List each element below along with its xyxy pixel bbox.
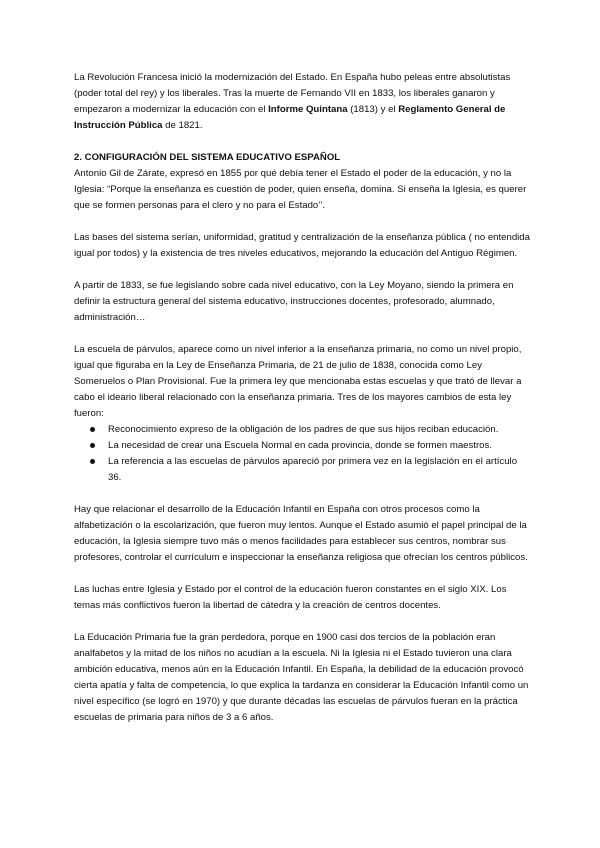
list-item: [74, 438, 530, 454]
ley-moyano-paragraph: A partir de 1833, se fue legislando sobre cada nivel educativo, con la Ley Moyano, siendo la primera en definir la estructura general del sistema educativo, instrucciones docentes, profesorado, alumnado, administración…: [74, 280, 514, 323]
document-body: [74, 70, 530, 726]
bullet-icon: [90, 459, 95, 464]
alfabetizacion-paragraph: Hay que relacionar el desarrollo de la Educación Infantil en España con otros procesos como la alfabetización o la escolarización, que fueron muy lentos. Aunque el Estado asumió el papel principal de la educación, la Iglesia siempre tuvo más o menos facilidades para establecer sus centros, nombrar sus profesores, controlar el currículum e inspeccionar la enseñanza religiosa que ofrecían los centros públicos.: [74, 504, 528, 563]
bullet-icon: [90, 427, 95, 432]
intro-text-2: (1813) y el: [347, 104, 399, 115]
list-item: [74, 422, 530, 438]
parvulos-paragraph: La escuela de párvulos, aparece como un nivel inferior a la enseñanza primaria, no como un nivel propio, igual que figuraba en la Ley de Enseñanza Primaria, de 21 de julio de 1838, conocida como Ley Someruelos o Plan Provisional. Fue la primera ley que mencionaba estas escuelas y que trató de llevar a cabo el ideario liberal relacionado con la enseñanza primaria. Tres de los mayores cambios de esta ley fueron:: [74, 344, 522, 419]
luchas-paragraph: Las luchas entre Iglesia y Estado por el control de la educación fueron constantes en el siglo XIX. Los temas más conflictivos fueron la libertad de cátedra y la creación de centros docentes.: [74, 584, 507, 611]
intro-paragraph: [74, 70, 530, 134]
intro-text-1: La Revolución Francesa inició la modernización del Estado. En España hubo peleas entre absolutistas (poder total del rey) y los liberales. Tras la muerte de Fernando VII en 1833, los liberales ganaron y empezaron a modernizar la educación con el: [74, 72, 511, 115]
bases-paragraph: Las bases del sistema serían, uniformidad, gratitud y centralización de la enseñanza pública ( no entendida igual por todos) y la existencia de tres niveles educativos, mejorando la educación del Antiguo Régimen.: [74, 232, 530, 259]
reglamento-bold: Reglamento General de Instrucción Pública: [74, 104, 506, 131]
educacion-primaria-paragraph: La Educación Primaria fue la gran perdedora, porque en 1900 casi dos tercios de la población eran analfabetos y la mitad de los niños no acudían a la escuela. Ni la Iglesia ni el Estado tuvieron una clara ambición educativa, menos aún en la Educación Infantil. En España, la debilidad de la educación provocó cierta apatía y falta de competencia, lo que explica la tardanza en considerar la Educación Infantil como un nivel específico (se logró en 1970) y que durante décadas las escuelas de párvulos fueran en la práctica escuelas de primaria para niños de 3 a 6 años.: [74, 632, 529, 723]
section-heading: 2. CONFIGURACIÓN DEL SISTEMA EDUCATIVO ESPAÑOL: [74, 152, 341, 163]
intro-text-3: de 1821.: [162, 120, 203, 131]
list-item-text: La necesidad de crear una Escuela Normal en cada provincia, donde se formen maestros.: [108, 440, 492, 451]
informe-quintana-bold: Informe Quintana: [268, 104, 348, 115]
changes-list: [74, 422, 530, 486]
list-item-text: La referencia a las escuelas de párvulos apareció por primera vez en la legislación en el artículo 36.: [108, 456, 518, 483]
gil-de-zarate-paragraph: Antonio Gil de Zárate, expresó en 1855 por qué debía tener el Estado el poder de la educación, y no la Iglesia: “Porque la enseñanza es cuestión de poder, quien enseña, domina. Si enseña la Iglesia, es querer que se formen personas para el clero y no para el Estado’’.: [74, 168, 527, 211]
bullet-icon: [90, 443, 95, 448]
list-item: [74, 454, 530, 486]
list-item-text: Reconocimiento expreso de la obligación de los padres de que sus hijos reciban educación.: [108, 424, 499, 435]
